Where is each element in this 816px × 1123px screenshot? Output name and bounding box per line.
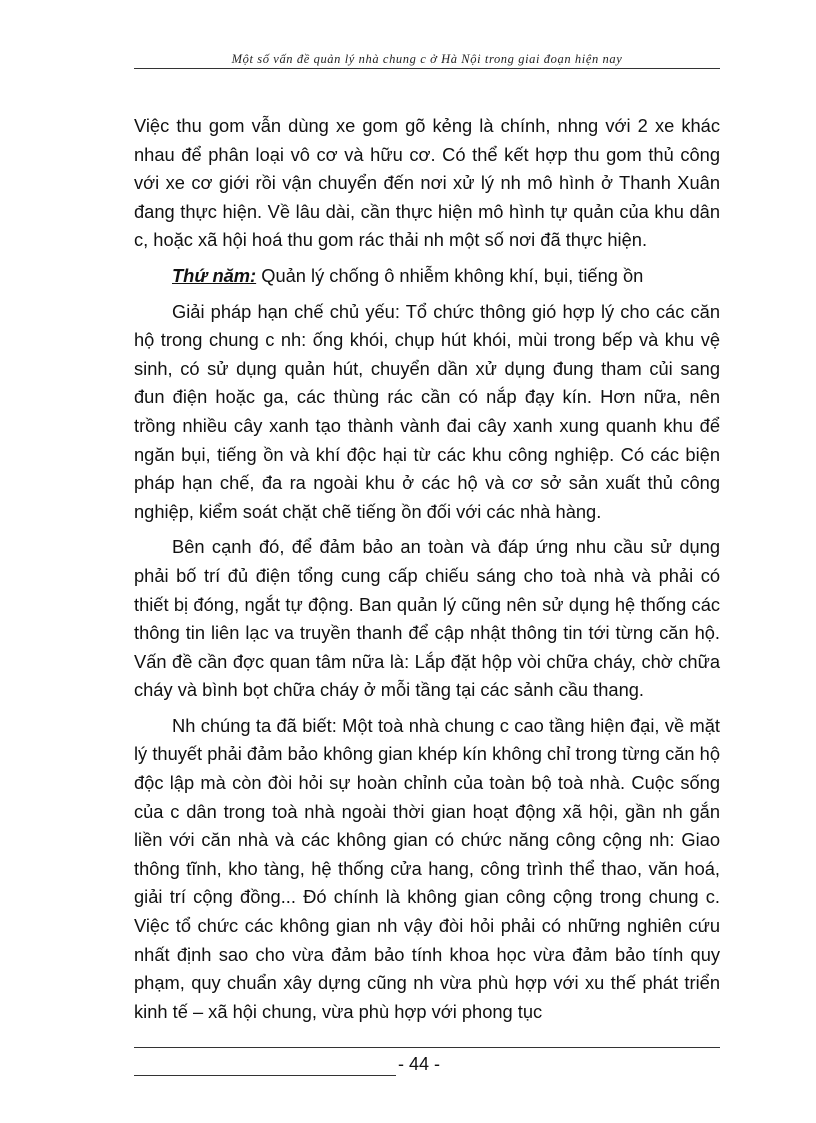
paragraph-air-pollution: Giải pháp hạn chế chủ yếu: Tổ chức thông gió hợp lý cho các căn hộ trong chung c nh: ống khói, chụp hút khói, mùi trong bếp và khu vệ sinh, có sử dụng quản hút, chuyển dần xử dụng đung tham củi sang đun điện hoặc ga, các thùng rác cần có nắp đạy kín. Hơn nữa, nên trồng nhiều cây xanh tạo thành vành đai cây xanh xung quanh khu để ngăn bụi, tiếng ồn và khí độc hại từ các khu công nghiệp. Có các biện pháp hạn chế, đa ra ngoài khu ở các hộ và cơ sở sản xuất thủ công nghiệp, kiểm soát chặt chẽ tiếng ồn đối với các nhà hàng. (134, 300, 720, 522)
paragraph-public-space: Nh chúng ta đã biết: Một toà nhà chung c cao tầng hiện đại, về mặt lý thuyết phải đảm bảo không gian khép kín không chỉ trong từng căn hộ độc lập mà còn đòi hỏi sự hoàn chỉnh của toàn bộ toà nhà. Cuộc sống của c dân trong toà nhà ngoài thời gian hoạt động xã hội, gần nh gắn liền với căn nhà và các không gian có chức năng công cộng nh: Giao thông tĩnh, kho tàng, hệ thống cửa hang, công trình thể thao, văn hoá, giải trí cộng đồng... Đó chính là không gian công cộng trong chung c. Việc tổ chức các không gian nh vậy đòi hỏi phải có những nghiên cứu nhất định sao cho vừa đảm bảo tính khoa học vừa đảm bảo tính quy phạm, quy chuẩn xây dựng cũng nh vừa phù hợp với xu thế phát triển kinh tế – xã hội chung, vừa phù hợp với phong tục (134, 714, 720, 1022)
paragraph-collection: Việc thu gom vẫn dùng xe gom gõ kẻng là chính, nhng với 2 xe khác nhau để phân loại vô cơ và hữu cơ. Có thể kết hợp thu gom thủ công với xe cơ giới rồi vận chuyển đến nơi xử lý nh mô hình ở Thanh Xuân đang thực hiện. Về lâu dài, cần thực hiện mô hình tự quản của khu dân c, hoặc xã hội hoá thu gom rác thải nh một số nơi đã thực hiện. (134, 115, 720, 251)
section-heading-text: Quản lý chống ô nhiễm không khí, bụi, tiếng ồn (256, 264, 644, 286)
section-label: Thứ năm: (172, 264, 257, 286)
footer-underline (134, 1075, 396, 1076)
paragraph-fifth-heading (134, 262, 720, 291)
paragraph-electricity-safety: Bên cạnh đó, để đảm bảo an toàn và đáp ứng nhu cầu sử dụng phải bố trí đủ điện tổng cung cấp chiếu sáng cho toà nhà và phải có thiết bị đóng, ngắt tự động. Ban quản lý cũng nên sử dụng hệ thống các thông tin liên lạc va truyền thanh để cập nhật thông tin tới từng căn hộ. Vấn đề cần đợc quan tâm nữa là: Lắp đặt hộp vòi chữa cháy, chờ chữa cháy và bình bọt chữa cháy ở mỗi tầng tại các sảnh cầu thang. (134, 536, 720, 701)
footer-divider (134, 1047, 720, 1048)
header-divider (134, 68, 720, 69)
page-number: - 44 - (398, 1054, 441, 1074)
document-body (134, 112, 720, 1033)
running-header: Một số vấn đề quản lý nhà chung c ở Hà Nội trong giai đoạn hiện nay (231, 52, 623, 66)
